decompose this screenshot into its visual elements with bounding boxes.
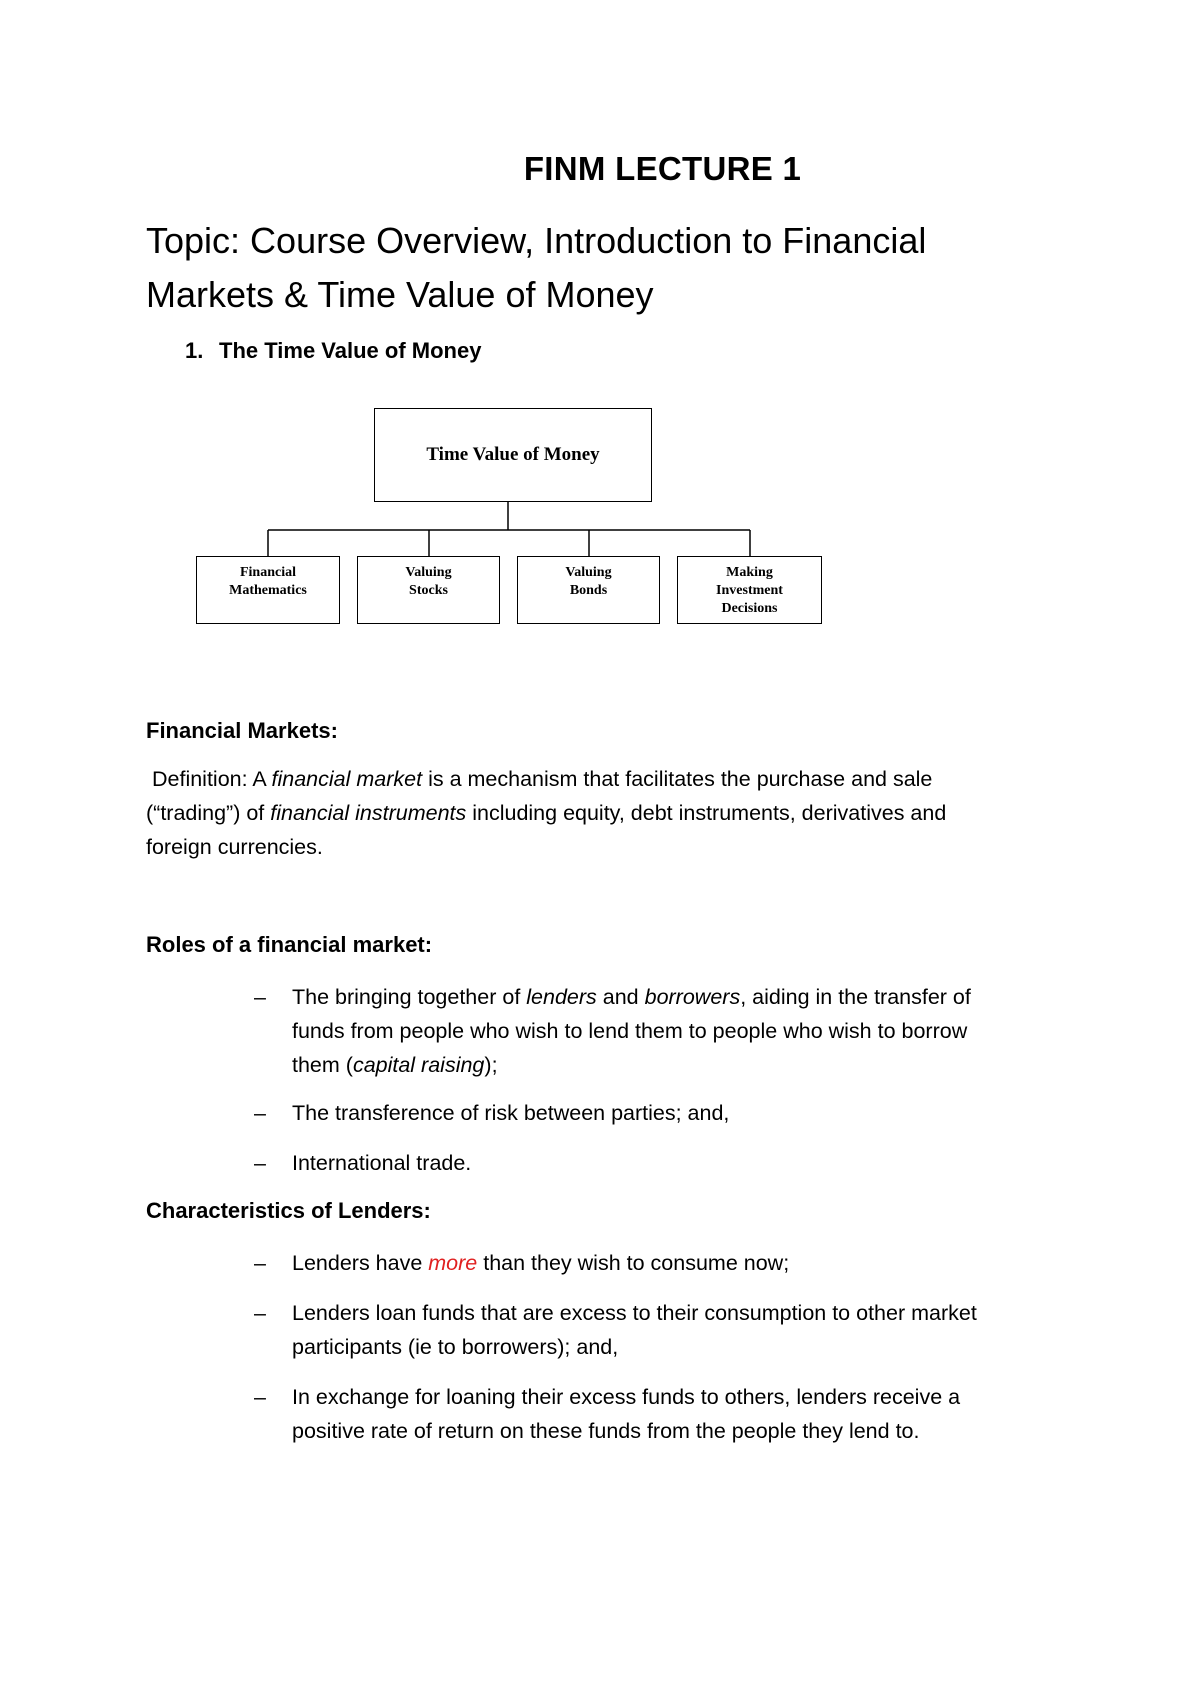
node-line: Valuing bbox=[405, 565, 452, 580]
text-run: participants (ie to borrowers); and, bbox=[292, 1335, 619, 1359]
lenders-heading: Characteristics of Lenders: bbox=[146, 1198, 431, 1223]
text-run: them ( bbox=[292, 1053, 353, 1077]
list-item bbox=[146, 1146, 1066, 1180]
node-line: Investment bbox=[716, 583, 783, 598]
page-title: FINM LECTURE 1 bbox=[523, 150, 802, 187]
diagram-node-valuing-bonds bbox=[517, 556, 660, 624]
diagram-root-box bbox=[374, 408, 652, 502]
node-line: Financial bbox=[239, 565, 296, 580]
topic-heading bbox=[146, 214, 1046, 322]
list-item-text bbox=[292, 1296, 1066, 1364]
list-item bbox=[146, 1296, 1066, 1364]
dash-bullet: – bbox=[254, 1151, 266, 1175]
term-borrowers: borrowers bbox=[644, 985, 741, 1009]
list-item-text bbox=[292, 1246, 1066, 1280]
financial-markets-heading: Financial Markets: bbox=[146, 718, 338, 743]
emphasis-more: more bbox=[428, 1251, 478, 1275]
list-item bbox=[146, 1380, 1066, 1448]
text-run: and bbox=[596, 985, 645, 1009]
topic-line-1: Topic: Course Overview, Introduction to Financial bbox=[146, 220, 927, 261]
diagram-node-financial-mathematics bbox=[196, 556, 340, 624]
node-line: Stocks bbox=[409, 583, 448, 598]
text-run: ); bbox=[484, 1053, 498, 1077]
section-number: 1. bbox=[185, 338, 204, 363]
dash-bullet: – bbox=[254, 1101, 266, 1125]
dash-bullet: – bbox=[254, 1301, 266, 1325]
text-run: including equity, debt instruments, derivatives and bbox=[466, 801, 947, 825]
section-heading-time-value bbox=[185, 338, 481, 364]
list-item-text bbox=[292, 980, 1066, 1082]
list-item-text bbox=[292, 1380, 1066, 1448]
list-item bbox=[146, 980, 1066, 1082]
term-capital-raising: capital raising bbox=[352, 1053, 485, 1077]
roles-heading: Roles of a financial market: bbox=[146, 932, 433, 957]
text-run: (“trading”) of bbox=[146, 801, 271, 825]
diagram-node-making-investment-decisions bbox=[677, 556, 822, 624]
node-line: Decisions bbox=[721, 601, 778, 616]
term-financial-instruments: financial instruments bbox=[270, 801, 467, 825]
topic-line-2: Markets & Time Value of Money bbox=[146, 274, 654, 315]
list-item bbox=[146, 1096, 1066, 1130]
definition-line-3: foreign currencies. bbox=[146, 835, 323, 859]
list-item-text: The transference of risk between parties; and, bbox=[292, 1101, 730, 1125]
text-run: Lenders loan funds that are excess to their consumption to other market bbox=[292, 1301, 977, 1325]
diagram-node-valuing-stocks bbox=[357, 556, 500, 624]
text-run: , aiding in the transfer of bbox=[740, 985, 971, 1009]
term-lenders: lenders bbox=[526, 985, 597, 1009]
node-line: Mathematics bbox=[229, 583, 307, 598]
financial-market-definition bbox=[146, 762, 1046, 864]
term-financial-market: financial market bbox=[271, 767, 423, 791]
node-line: Valuing bbox=[565, 565, 612, 580]
text-run: The bringing together of bbox=[292, 985, 527, 1009]
text-run: Lenders have bbox=[292, 1251, 429, 1275]
dash-bullet: – bbox=[254, 1251, 266, 1275]
text-run: Definition: A bbox=[151, 767, 272, 791]
node-line: Making bbox=[726, 565, 773, 580]
dash-bullet: – bbox=[254, 1385, 266, 1409]
diagram-root-label: Time Value of Money bbox=[426, 444, 600, 465]
node-line: Bonds bbox=[569, 583, 608, 598]
definition-line-2 bbox=[146, 796, 1046, 830]
text-run: positive rate of return on these funds from the people they lend to. bbox=[292, 1419, 920, 1443]
section-label: The Time Value of Money bbox=[219, 338, 482, 363]
list-item-text: International trade. bbox=[292, 1151, 472, 1175]
list-item bbox=[146, 1246, 1066, 1280]
dash-bullet: – bbox=[254, 985, 266, 1009]
text-run: In exchange for loaning their excess funds to others, lenders receive a bbox=[292, 1385, 961, 1409]
text-run: funds from people who wish to lend them to people who wish to borrow bbox=[292, 1019, 968, 1043]
text-run: is a mechanism that facilitates the purchase and sale bbox=[422, 767, 933, 791]
text-run: than they wish to consume now; bbox=[477, 1251, 790, 1275]
definition-line-1 bbox=[146, 762, 1046, 796]
